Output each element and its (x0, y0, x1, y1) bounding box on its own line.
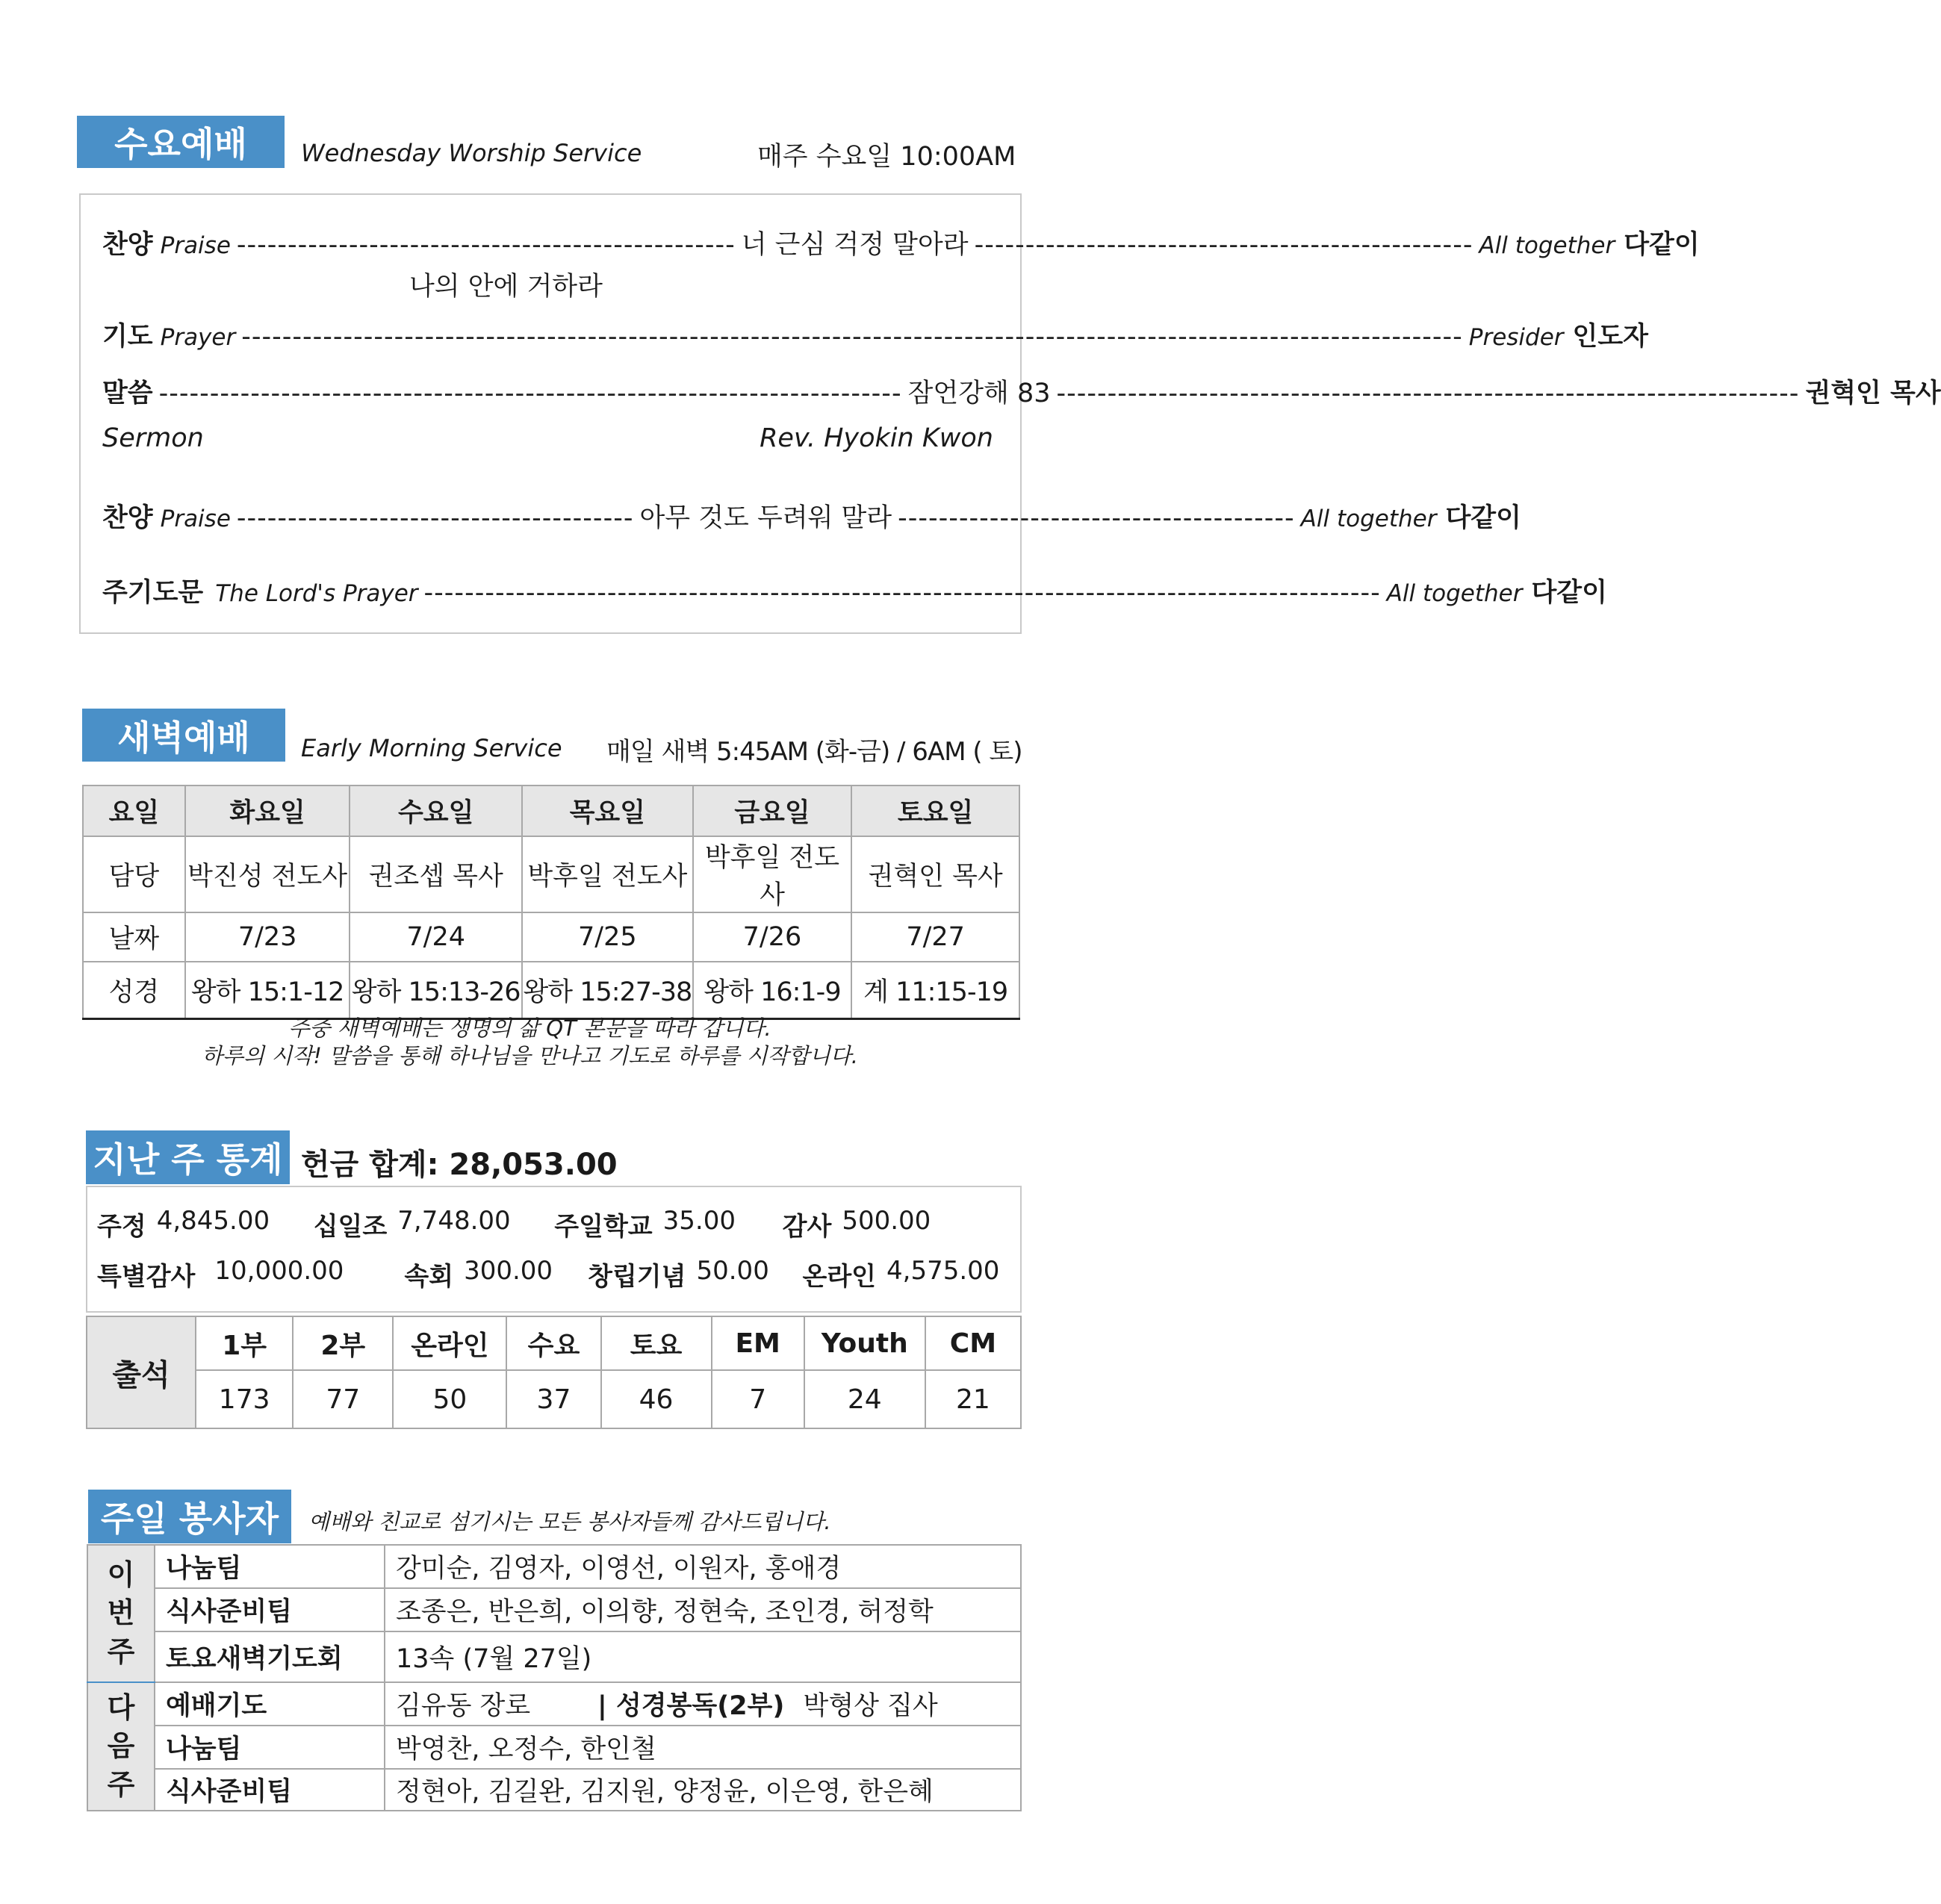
team-members: 박영찬, 오정수, 한인철 (385, 1726, 1021, 1769)
attendance-value: 77 (293, 1370, 393, 1428)
team-name: 토요새벽기도회 (155, 1631, 385, 1682)
attendance-header: Youth (804, 1316, 925, 1370)
offering-label: 주정 (97, 1212, 146, 1242)
order-row-sermon (102, 373, 1941, 410)
sermon-preacher-en: Rev. Hyokin Kwon (760, 423, 993, 453)
table-cell: 박후일 전도사 (693, 836, 852, 912)
order-right-ko: 권혁인 목사 (1805, 379, 1941, 408)
table-cell: 7/25 (522, 912, 693, 962)
order-ko: 말씀 (102, 379, 153, 408)
order-center-line2: 나의 안에 거하라 (409, 272, 603, 302)
attendance-header: 2부 (293, 1316, 393, 1370)
next-week-label (87, 1682, 155, 1811)
offering-value: 10,000.00 (214, 1256, 344, 1286)
offering-box (86, 1186, 1022, 1313)
order-en: The Lord's Prayer (215, 580, 418, 607)
offering-label: 특별감사 (97, 1262, 196, 1292)
table-cell: 왕하 16:1-9 (693, 962, 852, 1018)
offering-line-2 (97, 1256, 999, 1292)
morning-schedule-table (82, 785, 1020, 1020)
team-name: 식사준비팀 (155, 1769, 385, 1811)
scripture-reader: 박형상 집사 (803, 1691, 938, 1721)
team-members: 강미순, 김영자, 이영선, 이원자, 홍애경 (385, 1545, 1021, 1588)
attendance-header: 1부 (196, 1316, 293, 1370)
offering-value: 500.00 (842, 1206, 931, 1236)
offering-value: 300.00 (464, 1256, 553, 1286)
attendance-header: 토요 (601, 1316, 712, 1370)
order-right-ko: 다같이 (1445, 503, 1521, 533)
stats-tag: 지난 주 통계 (86, 1130, 290, 1184)
scripture-reading-label: | 성경봉독(2부) (597, 1691, 785, 1721)
offering-value: 4,575.00 (886, 1256, 1000, 1286)
offering-label: 창립기념 (588, 1262, 686, 1292)
label-char: 주 (107, 1767, 135, 1801)
offering-label: 감사 (782, 1212, 832, 1242)
order-right-ko: 다같이 (1531, 578, 1607, 608)
order-right-en: All together (1479, 232, 1615, 259)
attendance-value: 46 (601, 1370, 712, 1428)
col-header: 금요일 (693, 785, 852, 836)
col-header: 토요일 (851, 785, 1019, 836)
table-cell: 권조셉 목사 (350, 836, 522, 912)
team-name: 예배기도 (155, 1682, 385, 1726)
col-header: 요일 (83, 785, 185, 836)
order-ko: 기도 (102, 322, 153, 352)
label-char: 다 (107, 1691, 135, 1725)
wednesday-subtitle: Wednesday Worship Service (301, 139, 642, 167)
attendance-header: 온라인 (393, 1316, 506, 1370)
team-members: 정현아, 김길완, 김지원, 양정윤, 이은영, 한은혜 (385, 1769, 1021, 1811)
table-cell: 7/24 (350, 912, 522, 962)
offering-value: 35.00 (662, 1206, 736, 1236)
label-char: 주 (107, 1634, 135, 1668)
team-members (385, 1682, 1021, 1726)
leader-dashes: ------------------------------------------------- (974, 230, 1473, 260)
order-ko: 찬양 (102, 230, 153, 260)
order-right-en: All together (1300, 505, 1437, 532)
leader-dashes: ------------------------------------------------- (236, 230, 736, 260)
team-name: 나눔팀 (155, 1726, 385, 1769)
order-right-ko: 인도자 (1572, 322, 1648, 352)
leader-dashes: ------------------------------------------------------------------------- (158, 379, 902, 408)
wednesday-time: 매주 수요일 10:00AM (757, 142, 1016, 172)
offering-value: 4,845.00 (156, 1206, 270, 1236)
order-right-en: Presider (1468, 324, 1564, 351)
offering-line-1 (97, 1206, 931, 1242)
row-label: 담당 (83, 836, 185, 912)
team-members: 조종은, 반은희, 이의향, 정현숙, 조인경, 허정학 (385, 1588, 1021, 1631)
leader-dashes: --------------------------------------- (898, 503, 1295, 533)
table-cell: 박후일 전도사 (522, 836, 693, 912)
this-week-label (87, 1545, 155, 1682)
morning-time: 매일 새벽 5:45AM (화-금) / 6AM ( 토) (606, 737, 1022, 767)
attendance-value: 21 (925, 1370, 1021, 1428)
offering-label: 속회 (404, 1262, 454, 1292)
morning-note-1: 주중 새벽예배는 생명의 삶 QT 본문을 따라 갑니다. (288, 1015, 771, 1041)
order-right-ko: 다같이 (1624, 230, 1700, 260)
col-header: 화요일 (185, 785, 350, 836)
volunteers-table (87, 1544, 1022, 1811)
order-center: 잠언강해 83 (907, 379, 1051, 408)
col-header: 수요일 (350, 785, 522, 836)
order-ko: 찬양 (102, 503, 153, 533)
label-char: 음 (107, 1729, 135, 1763)
order-row-praise-2 (102, 497, 1521, 535)
table-cell: 왕하 15:27-38 (522, 962, 693, 1018)
order-en: Prayer (160, 324, 236, 351)
attendance-value: 7 (712, 1370, 804, 1428)
morning-tag: 새벽예배 (82, 709, 285, 762)
attendance-label: 출석 (87, 1316, 196, 1428)
order-row-prayer (102, 316, 1648, 353)
leader-dashes: --------------------------------------- (236, 503, 634, 533)
order-en: Praise (160, 505, 231, 532)
attendance-value: 37 (506, 1370, 600, 1428)
offering-label: 온라인 (802, 1262, 877, 1292)
attendance-header: 수요 (506, 1316, 600, 1370)
order-right-en: All together (1386, 580, 1523, 607)
leader-dashes: ------------------------------------------------------------------------------------------------------------------------ (241, 322, 1463, 352)
order-ko: 주기도문 (102, 578, 204, 608)
volunteers-subtitle: 예배와 친교로 섬기시는 모든 봉사자들께 감사드립니다. (308, 1509, 831, 1534)
attendance-table (86, 1316, 1022, 1429)
team-name: 식사준비팀 (155, 1588, 385, 1631)
sermon-en: Sermon (102, 423, 204, 453)
row-label: 날짜 (83, 912, 185, 962)
morning-subtitle: Early Morning Service (301, 734, 562, 762)
order-row-lords-prayer (102, 572, 1607, 609)
order-en: Praise (160, 232, 231, 259)
label-char: 이 (107, 1558, 135, 1592)
attendance-header: EM (712, 1316, 804, 1370)
wednesday-tag: 수요예배 (77, 116, 285, 168)
table-cell: 7/26 (693, 912, 852, 962)
offering-value: 7,748.00 (397, 1206, 511, 1236)
attendance-header: CM (925, 1316, 1021, 1370)
offering-label: 주일학교 (554, 1212, 653, 1242)
table-cell: 박진성 전도사 (185, 836, 350, 912)
table-cell: 계 11:15-19 (851, 962, 1019, 1018)
attendance-value: 24 (804, 1370, 925, 1428)
order-center: 아무 것도 두려워 말라 (639, 503, 892, 533)
offering-total: 헌금 합계: 28,053.00 (301, 1148, 618, 1182)
row-label: 성경 (83, 962, 185, 1018)
col-header: 목요일 (522, 785, 693, 836)
label-char: 번 (107, 1596, 135, 1630)
offering-value: 50.00 (696, 1256, 769, 1286)
table-cell: 7/23 (185, 912, 350, 962)
morning-note-2: 하루의 시작! 말씀을 통해 하나님을 만나고 기도로 하루를 시작합니다. (202, 1043, 858, 1068)
order-row-praise-1 (102, 224, 1700, 261)
leader-dashes: ------------------------------------------------------------------------- (1056, 379, 1800, 408)
table-cell: 권혁인 목사 (851, 836, 1019, 912)
team-name: 나눔팀 (155, 1545, 385, 1588)
prayer-leader: 김유동 장로 (396, 1691, 531, 1721)
table-cell: 왕하 15:1-12 (185, 962, 350, 1018)
attendance-value: 173 (196, 1370, 293, 1428)
attendance-value: 50 (393, 1370, 506, 1428)
offering-label: 십일조 (313, 1212, 388, 1242)
table-cell: 7/27 (851, 912, 1019, 962)
table-cell: 왕하 15:13-26 (350, 962, 522, 1018)
leader-dashes: ---------------------------------------------------------------------------------------------- (423, 578, 1381, 608)
order-center: 너 근심 걱정 말아라 (741, 230, 969, 260)
team-members: 13속 (7월 27일) (385, 1631, 1021, 1682)
volunteers-tag: 주일 봉사자 (88, 1490, 291, 1543)
